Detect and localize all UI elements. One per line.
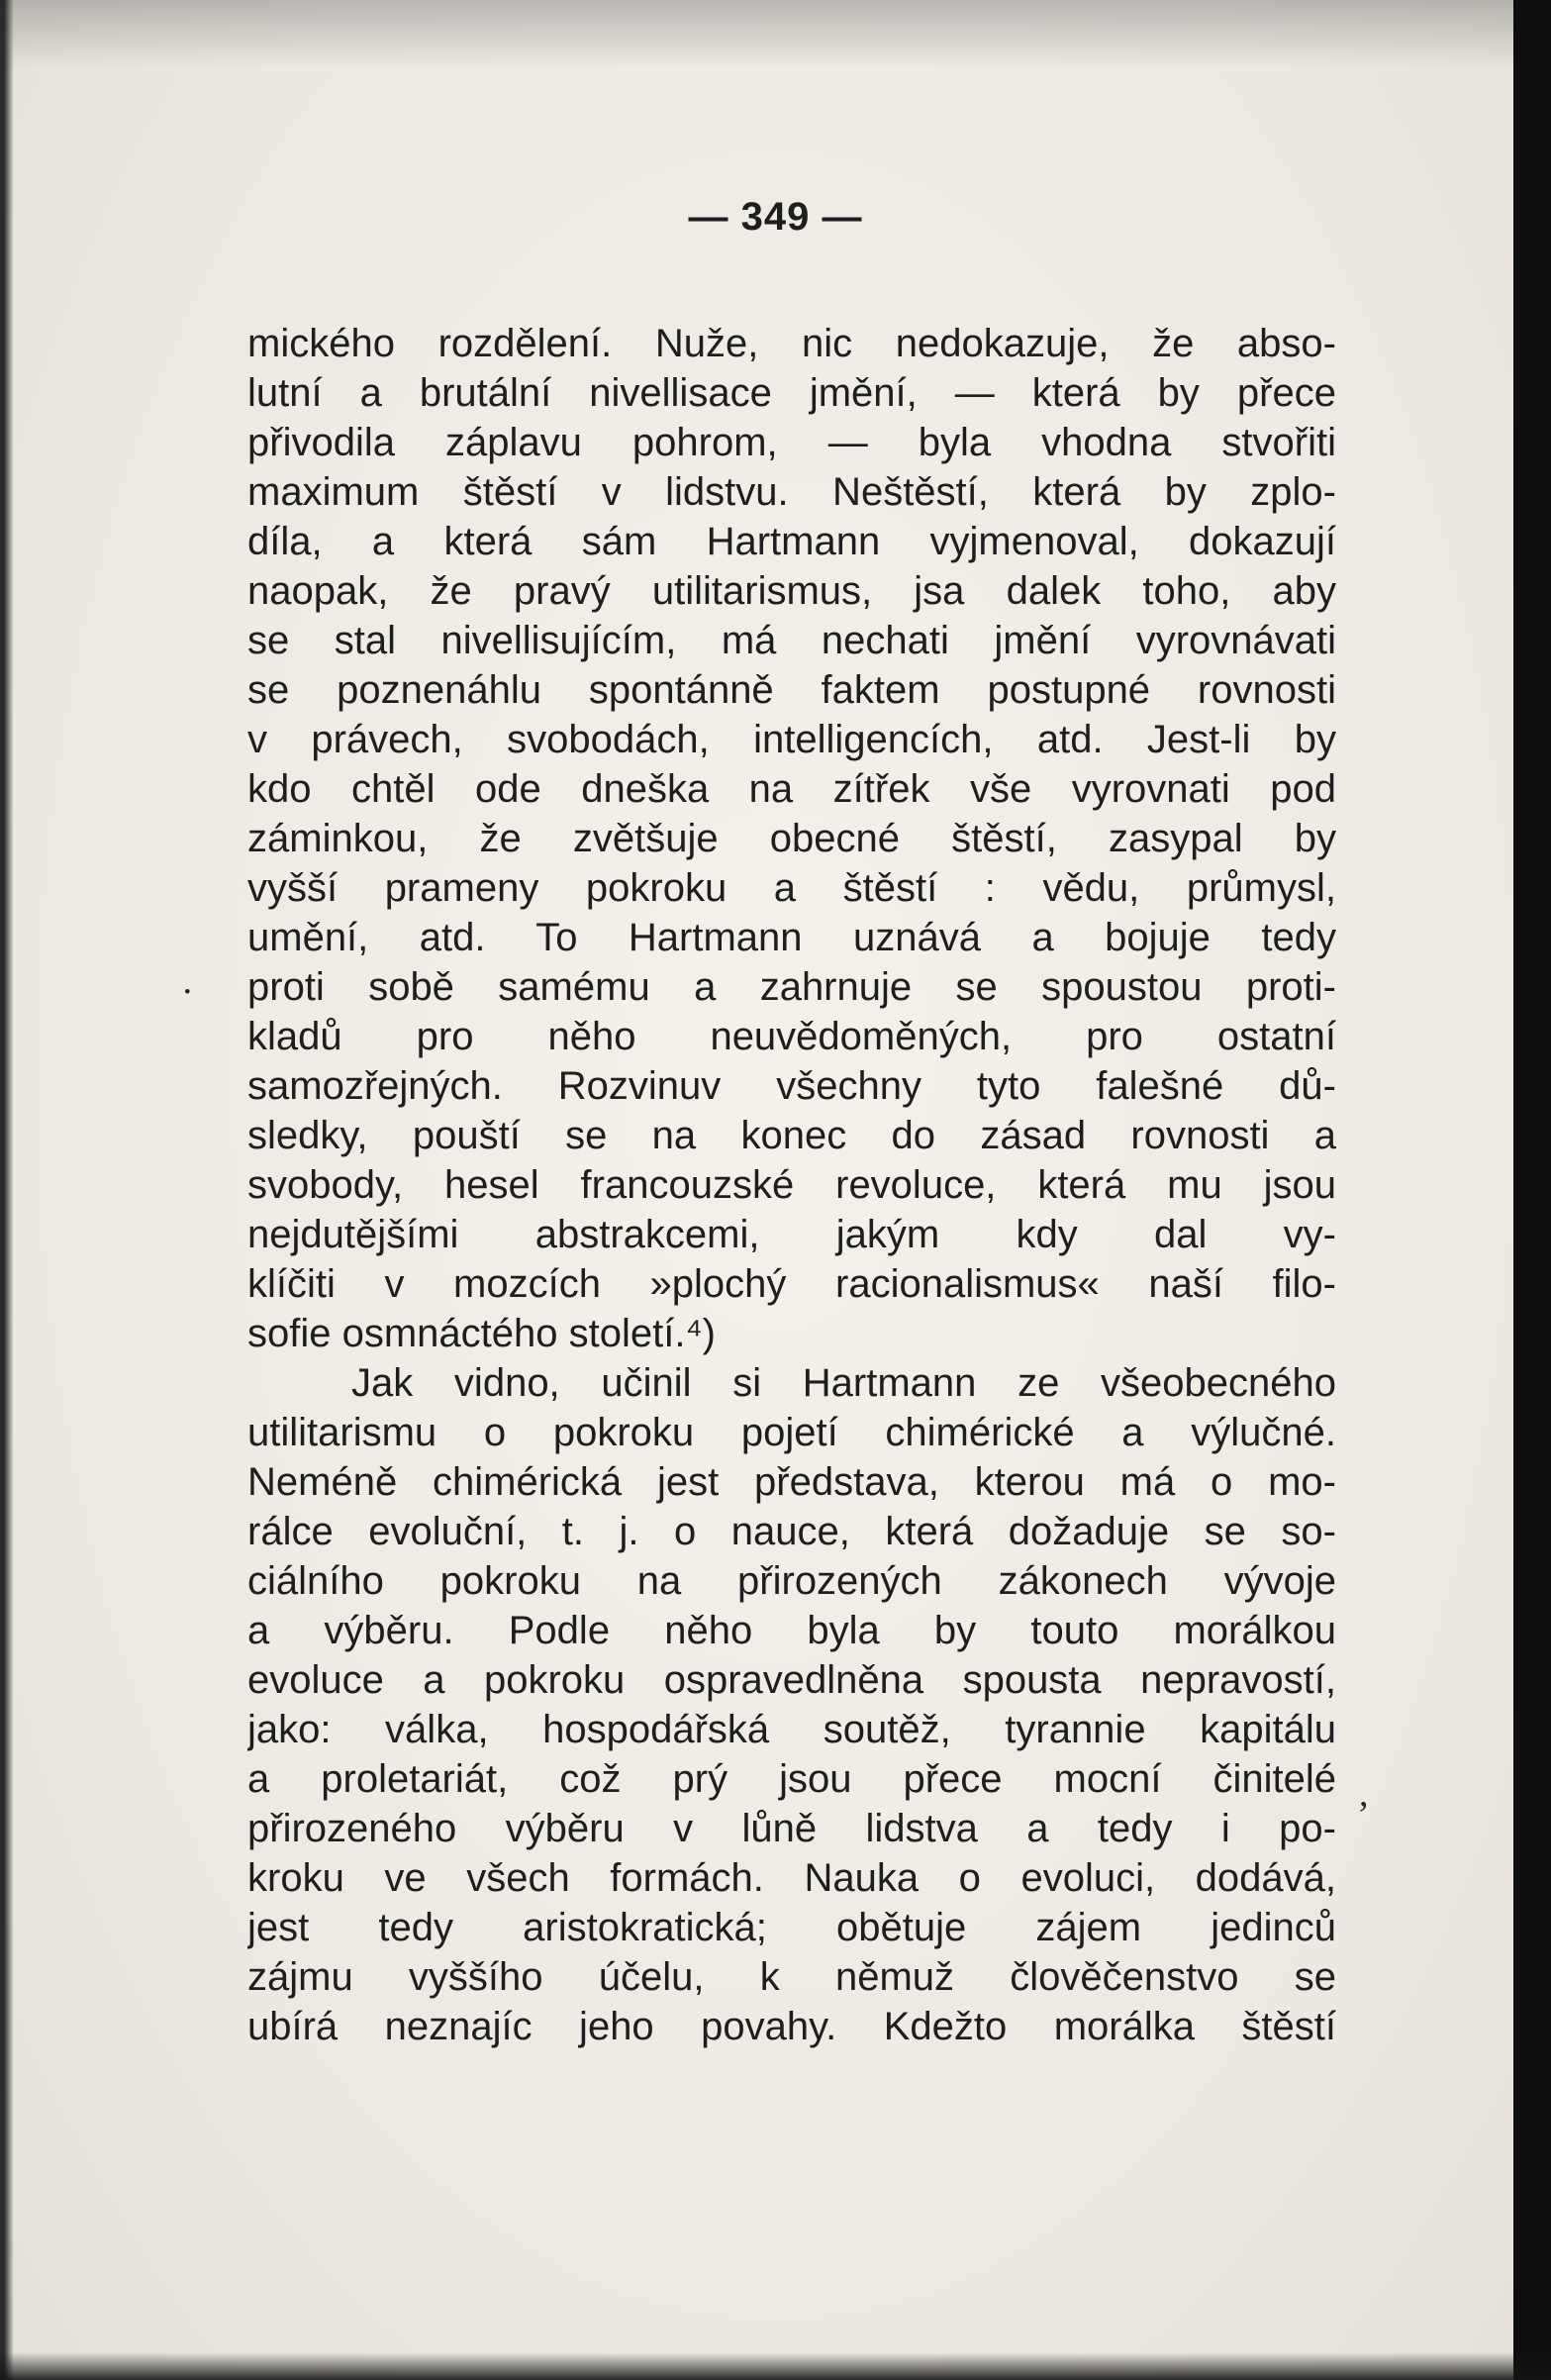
text-line: ciálního pokroku na přirozených zákonech vývoje: [247, 1559, 1336, 1603]
text-line: Neméně chimérická jest představa, kterou má o mo-: [247, 1460, 1336, 1504]
text-line: a proletariát, což prý jsou přece mocní činitelé: [247, 1757, 1336, 1801]
text-line: evoluce a pokroku ospravedlněna spousta nepravostí,: [247, 1658, 1336, 1702]
text-line: se stal nivellisujícím, má nechati jmění vyrovnávati: [247, 619, 1336, 662]
paragraph-end-line: sofie osmnáctého století.⁴): [247, 1312, 716, 1355]
scan-top-shadow: [0, 0, 1551, 69]
text-line: svobody, hesel francouzské revoluce, která mu jsou: [247, 1163, 1336, 1207]
scan-left-edge: [0, 0, 14, 2380]
text-line: maximum štěstí v lidstvu. Neštěstí, která by zplo-: [247, 470, 1336, 514]
text-line: ubírá neznajíc jeho povahy. Kdežto morálka štěstí: [247, 2005, 1336, 2048]
margin-dot-mark: ·: [181, 971, 194, 1013]
text-line: rálce evoluční, t. j. o nauce, která dožaduje se so-: [247, 1510, 1336, 1553]
margin-comma-mark: ,: [1359, 1773, 1369, 1815]
text-line: kdo chtěl ode dneška na zítřek vše vyrovnati pod: [247, 767, 1336, 811]
paragraph-start-line: Jak vidno, učinil si Hartmann ze všeobecného: [351, 1361, 1336, 1405]
scan-bottom-edge: [0, 2352, 1551, 2380]
scan-right-edge: [1513, 0, 1551, 2380]
text-line: sledky, pouští se na konec do zásad rovnosti a: [247, 1114, 1336, 1157]
text-line: klíčiti v mozcích »plochý racionalismus« naší filo-: [247, 1262, 1336, 1306]
page-body-text: [247, 319, 1336, 2051]
text-line: kroku ve všech formách. Nauka o evoluci, dodává,: [247, 1856, 1336, 1900]
text-line: proti sobě samému a zahrnuje se spoustou proti-: [247, 965, 1336, 1009]
text-line: přivodila záplavu pohrom, — byla vhodna stvořiti: [247, 421, 1336, 464]
text-line: kladů pro něho neuvědoměných, pro ostatní: [247, 1015, 1336, 1058]
text-line: díla, a která sám Hartmann vyjmenoval, dokazují: [247, 520, 1336, 563]
text-line: záminkou, že zvětšuje obecné štěstí, zasypal by: [247, 817, 1336, 860]
page-number: — 349 —: [688, 195, 863, 239]
text-line: nejdutějšími abstrakcemi, jakým kdy dal vy-: [247, 1213, 1336, 1256]
text-line: utilitarismu o pokroku pojetí chimérické a výlučné.: [247, 1411, 1336, 1454]
text-line: jako: válka, hospodářská soutěž, tyrannie kapitálu: [247, 1708, 1336, 1751]
text-line: zájmu vyššího účelu, k němuž člověčenstvo se: [247, 1955, 1336, 1999]
text-line: se poznenáhlu spontánně faktem postupné rovnosti: [247, 668, 1336, 712]
text-line: a výběru. Podle něho byla by touto morálkou: [247, 1609, 1336, 1652]
text-line: umění, atd. To Hartmann uznává a bojuje tedy: [247, 916, 1336, 959]
text-line: mického rozdělení. Nuže, nic nedokazuje, že abso-: [247, 322, 1336, 365]
text-line: lutní a brutální nivellisace jmění, — která by přece: [247, 371, 1336, 415]
text-line: naopak, že pravý utilitarismus, jsa dalek toho, aby: [247, 569, 1336, 613]
text-line: jest tedy aristokratická; obětuje zájem jedinců: [247, 1906, 1336, 1949]
text-line: přirozeného výběru v lůně lidstva a tedy i po-: [247, 1807, 1336, 1850]
text-line: vyšší prameny pokroku a štěstí : vědu, průmysl,: [247, 866, 1336, 910]
text-line: v právech, svobodách, intelligencích, atd. Jest-li by: [247, 718, 1336, 761]
text-line: samozřejných. Rozvinuv všechny tyto falešné dů-: [247, 1064, 1336, 1108]
